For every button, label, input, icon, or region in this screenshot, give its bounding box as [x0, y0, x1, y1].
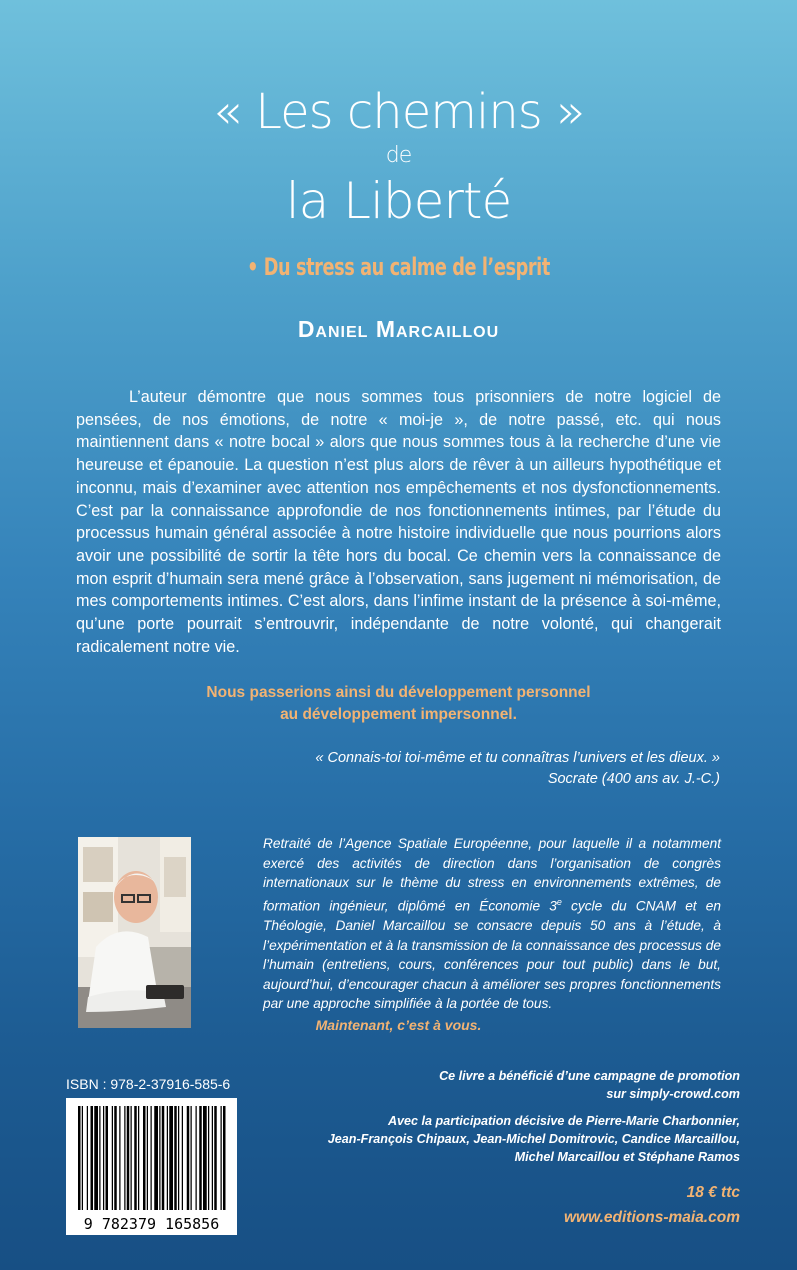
barcode	[66, 1098, 237, 1235]
promo-line-2: sur simply-crowd.com	[606, 1087, 740, 1101]
barcode-bar	[191, 1106, 192, 1210]
epigraph-text: « Connais-toi toi-même et tu connaîtras l’univers et les dieux. »	[315, 750, 720, 766]
barcode-bar	[114, 1106, 117, 1210]
author-bio-part-1: Retraité de l’Agence Spatiale Européenne, pour laquelle il a notamment exercé des activités de direction dans l’organisation de congrès internationaux sur le thème du stress en environnements extrêmes, de formation ingénieur, diplômé en Économie 3	[263, 836, 721, 914]
barcode-bar	[134, 1106, 137, 1210]
barcode-bar	[203, 1106, 207, 1210]
barcode-bar	[91, 1106, 94, 1210]
barcode-bars	[66, 1098, 237, 1235]
barcode-bar	[199, 1106, 202, 1210]
author-name: Daniel Marcaillou	[297, 316, 500, 342]
epigraph-attribution: Socrate (400 ans av. J.-C.)	[547, 771, 720, 787]
barcode-bar	[151, 1106, 152, 1210]
barcode-bar	[127, 1106, 130, 1210]
barcode-digits: 9 782379 165856	[83, 1215, 220, 1233]
barcode-bar	[103, 1106, 104, 1210]
barcode-bar	[223, 1106, 226, 1210]
barcode-bar	[162, 1106, 165, 1210]
barcode-bar	[187, 1106, 190, 1210]
isbn-label: ISBN : 978-2-37916-585-6	[66, 1076, 231, 1092]
barcode-bar	[221, 1106, 222, 1210]
author-bio-part-2: cycle du CNAM et en Théologie, Daniel Marcaillou se consacre depuis 50 ans à l’étude, à l’expérimentation et à la transmission de la connaissance des processus de l’humain (entretiens, cours, conférences pour tout public) dans le but, aujourd’hui, d’encourager chacun à améliorer ses propres fonctionnements par une approche simplifiée à la portée de tous.	[263, 898, 721, 1012]
barcode-bar	[174, 1106, 177, 1210]
participation-line-3: Michel Marcaillou et Stéphane Ramos	[514, 1150, 740, 1164]
book-title-line-3: la Liberté	[285, 172, 512, 230]
barcode-bar	[87, 1106, 88, 1210]
publisher-website: www.editions-maia.com	[564, 1209, 740, 1226]
barcode-bar	[159, 1106, 160, 1210]
author-photo	[78, 837, 191, 1028]
highlight-quote	[0, 682, 797, 726]
barcode-bar	[78, 1106, 81, 1210]
highlight-line-2: au développement impersonnel.	[280, 706, 517, 723]
author-bio-superscript: e	[556, 896, 562, 907]
price: 18 € ttc	[686, 1184, 740, 1201]
barcode-bar	[138, 1106, 139, 1210]
barcode-bar	[178, 1106, 179, 1210]
barcode-bar	[208, 1106, 209, 1210]
book-title-line-2: de	[385, 143, 412, 168]
barcode-bar	[214, 1106, 217, 1210]
barcode-bar	[167, 1106, 168, 1210]
author-bio	[263, 834, 721, 1014]
barcode-bar	[119, 1106, 120, 1210]
barcode-bar	[124, 1106, 125, 1210]
barcode-bar	[82, 1106, 83, 1210]
barcode-bar	[99, 1106, 100, 1210]
barcode-bar	[112, 1106, 113, 1210]
participation-credit	[328, 1112, 740, 1166]
barcode-bar	[154, 1106, 158, 1210]
book-title-line-1: « Les chemins »	[212, 84, 585, 140]
barcode-bar	[143, 1106, 146, 1210]
promo-credit	[439, 1067, 740, 1103]
epigraph	[315, 748, 720, 790]
book-summary: L’auteur démontre que nous sommes tous prisonniers de notre logiciel de pensées, de nos émotions, de notre « moi-je », de notre passé, etc. qui nous maintiennent dans « notre bocal » alors que nous sommes tous à la recherche d’une vie heureuse et épanouie. La question n’est plus alors de rêver à un ailleurs hypothétique et inconnu, mais d’examiner avec attention nos empêchements et nos dysfonctionnements. C’est par la connaissance approfondie de nos fonctionnements intimes, par l’étude du processus humain général associée à notre histoire individuelle que nous pourrions alors avoir une possibilité de sortir la tête hors du bocal. Ce chemin vers la connaissance de mon esprit d’humain sera mené grâce à l’observation, sans jugement ni mémorisation, de mes comportements intimes. C’est alors, dans l’infime instant de la présence à soi-même, qu’une porte pourrait s’entrouvrir, indépendante de notre volonté, qui changerait radicalement notre vie.	[76, 388, 721, 656]
barcode-bar	[196, 1106, 197, 1210]
barcode-bar	[106, 1106, 109, 1210]
barcode-bar	[131, 1106, 132, 1210]
barcode-bar	[182, 1106, 183, 1210]
barcode-bar	[94, 1106, 98, 1210]
participation-line-1: Avec la participation décisive de Pierre-Marie Charbonnier,	[387, 1114, 740, 1128]
promo-line-1: Ce livre a bénéficié d’une campagne de promotion	[439, 1069, 740, 1083]
closing-line: Maintenant, c’est à vous.	[315, 1017, 482, 1033]
barcode-bar	[212, 1106, 213, 1210]
participation-line-2: Jean-François Chipaux, Jean-Michel Domitrovic, Candice Marcaillou,	[327, 1132, 740, 1146]
book-subtitle: • Du stress au calme de l’esprit	[247, 253, 550, 281]
author-photo-illustration	[78, 837, 191, 1028]
highlight-line-1: Nous passerions ainsi du développement personnel	[206, 684, 591, 701]
barcode-bar	[169, 1106, 173, 1210]
barcode-bar	[147, 1106, 148, 1210]
